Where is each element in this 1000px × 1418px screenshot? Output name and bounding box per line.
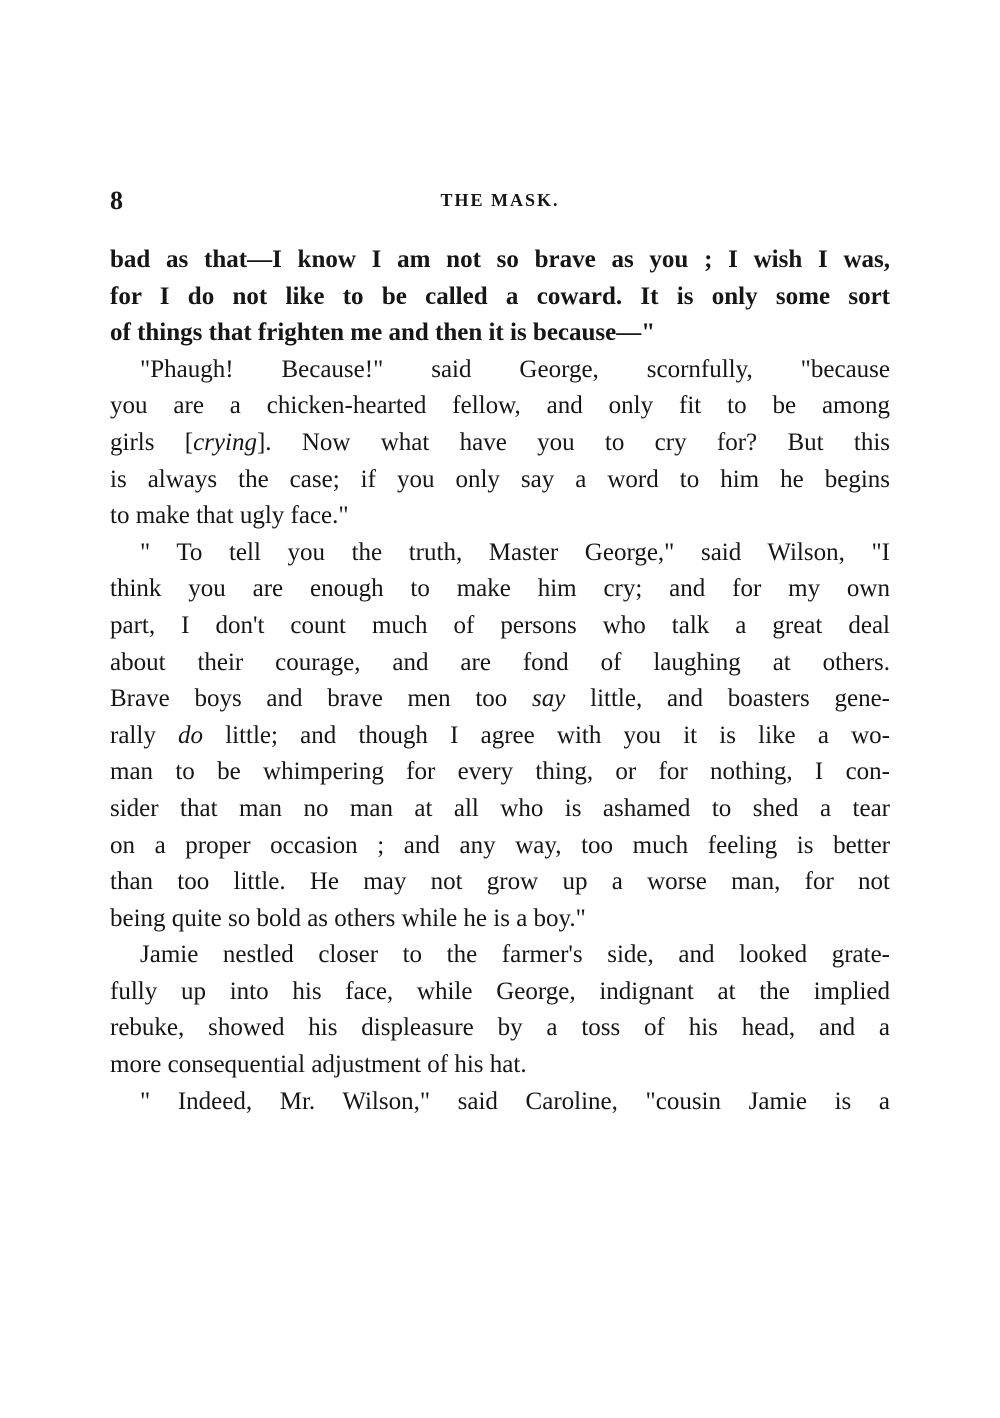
text-line: on a proper occasion ; and any way, too much feeling is better [110, 831, 890, 859]
text-line: being quite so bold as others while he is a boy." [110, 904, 586, 932]
body-text [110, 242, 890, 1120]
text-line: to make that ugly face." [110, 502, 349, 530]
text-line: about their courage, and are fond of laughing at others. [110, 648, 890, 676]
text-line: fully up into his face, while George, indignant at the implied [110, 977, 890, 1005]
text-line: sider that man no man at all who is ashamed to shed a tear [110, 794, 890, 822]
running-head [110, 186, 890, 216]
text-line: part, I don't count much of persons who talk a great deal [110, 611, 890, 639]
text-line: rally do little; and though I agree with you it is like a wo- [110, 721, 890, 749]
text-line: " To tell you the truth, Master George," said Wilson, "I [140, 538, 890, 566]
text-line: is always the case; if you only say a word to him he begins [110, 465, 890, 493]
text-line: than too little. He may not grow up a worse man, for not [110, 868, 890, 896]
text-line: rebuke, showed his displeasure by a toss of his head, and a [110, 1014, 890, 1042]
text-line: man to be whimpering for every thing, or for nothing, I con- [110, 758, 890, 786]
text-line: think you are enough to make him cry; and for my own [110, 575, 890, 603]
page-number: 8 [110, 186, 123, 215]
text-line: Jamie nestled closer to the farmer's side, and looked grate- [140, 941, 890, 969]
text-line: you are a chicken-hearted fellow, and only fit to be among [110, 392, 890, 420]
text-line: for I do not like to be called a coward. It is only some sort [110, 282, 890, 310]
text-line: girls [crying]. Now what have you to cry for? But this [110, 428, 890, 456]
text-line: Brave boys and brave men too say little, and boasters gene- [110, 685, 890, 713]
text-line: "Phaugh! Because!" said George, scornfully, "because [140, 355, 890, 383]
text-line: bad as that—I know I am not so brave as you ; I wish I was, [110, 246, 890, 273]
running-title: THE MASK. [440, 190, 560, 210]
text-line: of things that frighten me and then it is because—" [110, 319, 656, 347]
text-line: " Indeed, Mr. Wilson," said Caroline, "cousin Jamie is a [140, 1087, 890, 1115]
text-line: more consequential adjustment of his hat. [110, 1051, 527, 1079]
